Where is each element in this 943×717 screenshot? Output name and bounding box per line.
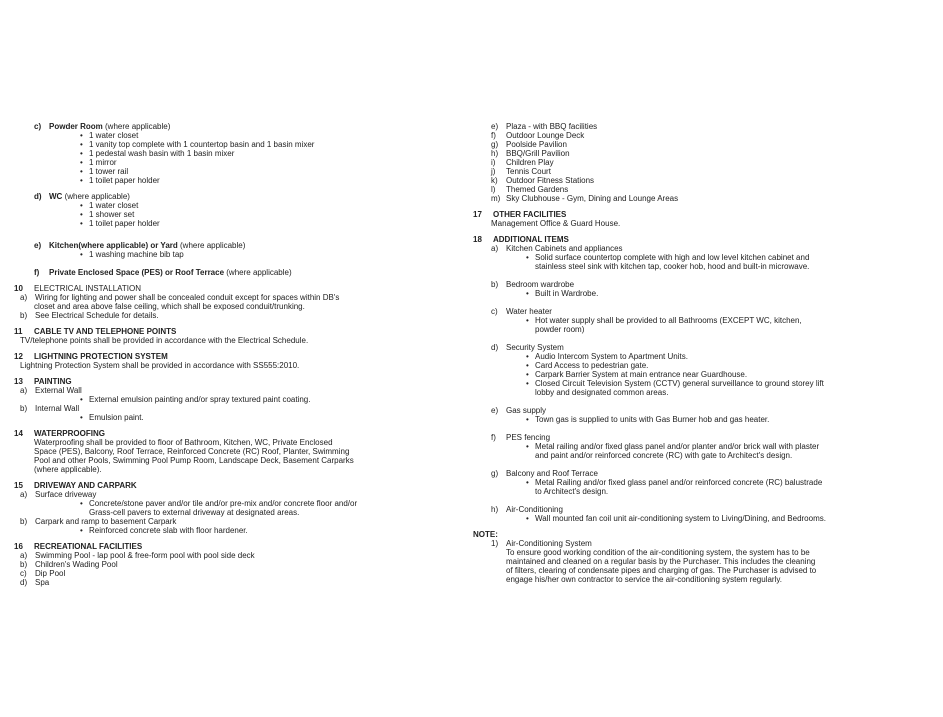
section-number: 13	[14, 377, 23, 386]
list-item: • 1 vanity top complete with 1 countertop basin and 1 basin mixer	[80, 140, 315, 149]
wc-section	[14, 192, 444, 228]
list-item: • Closed Circuit Television System (CCTV) general surveillance to ground storey lift	[526, 379, 824, 388]
list-item: c) Dip Pool	[20, 569, 66, 578]
section-title: LIGHTNING PROTECTION SYSTEM	[34, 352, 168, 361]
left-column	[14, 122, 444, 587]
list-item: k) Outdoor Fitness Stations	[491, 176, 595, 185]
section-number: 18	[473, 235, 482, 244]
list-item: d) Spa	[20, 578, 50, 587]
list-item: • 1 washing machine bib tap	[80, 250, 184, 259]
list-item: b) Children's Wading Pool	[20, 560, 118, 569]
right-column	[473, 122, 913, 584]
list-item: • 1 tower rail	[80, 167, 129, 176]
list-item: • 1 mirror	[80, 158, 117, 167]
section-number: 17	[473, 210, 482, 219]
section-number: 14	[14, 429, 23, 438]
pes-section	[14, 268, 444, 277]
list-item: g) Poolside Pavilion	[491, 140, 567, 149]
note-title: NOTE:	[473, 530, 498, 539]
section-number: 10	[14, 284, 23, 293]
section-title: WATERPROOFING	[34, 429, 105, 438]
list-item: e) Plaza - with BBQ facilities	[491, 122, 598, 131]
list-item: • Metal railing and/or fixed glass panel and/or planter and/or brick wall with plaster	[526, 442, 820, 451]
kitchen-section	[14, 241, 444, 259]
list-item: • Built in Wardrobe.	[526, 289, 599, 298]
section-title: DRIVEWAY AND CARPARK	[34, 481, 137, 490]
item-label: f)	[34, 268, 40, 277]
list-item: a) Swimming Pool - lap pool & free-form pool with pool side deck	[20, 551, 255, 560]
item-label: c)	[34, 122, 42, 131]
section-title: RECREATIONAL FACILITIES	[34, 542, 143, 551]
driveway-section: 15 DRIVEWAY AND CARPARK a) Surface driveway • Concrete/stone paver and/or tile and/or pre-mix and/or concrete floor and/or Grass-cell pavers to external driveway at designated areas. b) Carpark and ramp to basement Carpark • Reinforced concrete slab with floor hardener.	[14, 481, 444, 535]
painting-section: 13 PAINTING a) External Wall • External emulsion painting and/or spray textured paint coating. b) Internal Wall • Emulsion paint.	[14, 377, 444, 422]
section-title: OTHER FACILITIES	[493, 210, 567, 219]
list-item: • Metal Railing and/or fixed glass panel and/or reinforced concrete (RC) balustrade	[526, 478, 823, 487]
list-item: h) BBQ/Grill Pavilion	[491, 149, 570, 158]
powder-room-title: Powder Room	[49, 122, 103, 131]
pes-title: Private Enclosed Space (PES) or Roof Terrace	[49, 268, 225, 277]
list-item: • Concrete/stone paver and/or tile and/or pre-mix and/or concrete floor and/or	[80, 499, 358, 508]
list-item: • Solid surface countertop complete with high and low level kitchen cabinet and	[526, 253, 810, 262]
list-item: j) Tennis Court	[491, 167, 551, 176]
list-item: • 1 water closet	[80, 131, 139, 140]
item-qualifier: (where applicable)	[105, 122, 171, 131]
electrical-section: 10 ELECTRICAL INSTALLATION a) Wiring for lighting and power shall be concealed conduit except for spaces within DB's closet and area above false ceiling, which shall be exposed conduit/trunking. b) See Electrical Schedule for details.	[14, 284, 340, 320]
section-number: 16	[14, 542, 23, 551]
list-item: • 1 pedestal wash basin with 1 basin mixer	[80, 149, 235, 158]
cable-tv-section: 11 CABLE TV AND TELEPHONE POINTS TV/telephone points shall be provided in accordance with the Electrical Schedule.	[14, 327, 309, 345]
recreational-section	[14, 542, 444, 587]
waterproofing-section: 14 WATERPROOFING Waterproofing shall be provided to floor of Bathroom, Kitchen, WC, Private Enclosed Space (PES), Balcony, Roof Terrace, Reinforced Concrete (RC) Roof, Planter, Swimming Pool and other Pools, Swimming Pool Pump Room, Landscape Deck, Basement Carparks (where applicable).	[14, 429, 354, 474]
list-item: m) Sky Clubhouse - Gym, Dining and Lounge Areas	[491, 194, 679, 203]
note-section: NOTE: 1) Air-Conditioning System To ensure good working condition of the air-conditioning system, the system has to be maintained and cleaned on a regular basis by the Purchaser. This includes the cleaning of filters, clearing of condensate pipes and charging of gas. The Purchaser is advised to engage his/her own contractor to service the air-conditioning system regularly.	[473, 530, 913, 584]
list-item: • Hot water supply shall be provided to all Bathrooms (EXCEPT WC, kitchen,	[526, 316, 802, 325]
list-item: • Emulsion paint.	[80, 413, 144, 422]
list-item: • Audio Intercom System to Apartment Units.	[526, 352, 688, 361]
list-item: i) Children Play	[491, 158, 554, 167]
item-qualifier: (where applicable)	[226, 268, 292, 277]
section-number: 11	[14, 327, 23, 336]
list-item: • 1 shower set	[80, 210, 135, 219]
list-item: l) Themed Gardens	[491, 185, 569, 194]
list-item: • Card Access to pedestrian gate.	[526, 361, 649, 370]
list-item: • 1 water closet	[80, 201, 139, 210]
list-item: • 1 toilet paper holder	[80, 176, 160, 185]
section-title: CABLE TV AND TELEPHONE POINTS	[34, 327, 177, 336]
item-label: d)	[34, 192, 42, 201]
list-item: • Reinforced concrete slab with floor hardener.	[80, 526, 248, 535]
other-facilities-section: 17 OTHER FACILITIES Management Office & Guard House.	[473, 210, 621, 228]
list-item: f) Outdoor Lounge Deck	[491, 131, 585, 140]
section-number: 15	[14, 481, 23, 490]
additional-items-section: 18 ADDITIONAL ITEMS a) Kitchen Cabinets and appliances • Solid surface countertop complete with high and low level kitchen cabinet and stainless steel sink with kitchen tap, cooker hob, hood and built-in microwave. b) Bedroom wardrobe • Built in Wardrobe. c) Water heater • Hot water supply shall be provided to all Bathrooms (EXCEPT WC, kitchen, powder room) d) Security System • Audio Intercom System to Apartment Units. • Card Access to pedestrian gate. • Carpark Barrier System at main entrance near Guardhouse. • Closed Circuit Television System (CCTV) general surveillance to ground storey lift lobby and designated common areas. e) Gas supply • Town gas is supplied to units with Gas Burner hob and gas heater. f) PES fencing • Metal railing and/or fixed glass panel and/or planter and/or brick wall with plaster and paint and/or reinforced concrete (RC) with gate to Architect's design. g) Balcony and Roof Terrace • Metal Railing and/or fixed glass panel and/or reinforced concrete (RC) balustrade to Architect's design. h) Air-Conditioning • Wall mounted fan coil unit air-conditioning system to Living/Dining, and Bedrooms.	[473, 235, 913, 523]
list-item: • External emulsion painting and/or spray textured paint coating.	[80, 395, 311, 404]
list-item: • 1 toilet paper holder	[80, 219, 160, 228]
wc-title: WC	[49, 192, 63, 201]
list-item: • Carpark Barrier System at main entrance near Guardhouse.	[526, 370, 748, 379]
section-number: 12	[14, 352, 23, 361]
list-item: • Town gas is supplied to units with Gas Burner hob and gas heater.	[526, 415, 770, 424]
kitchen-title: Kitchen(where applicable) or Yard	[49, 241, 178, 250]
lightning-section: 12 LIGHTNING PROTECTION SYSTEM Lightning Protection System shall be provided in accordance with SS555:2010.	[14, 352, 300, 370]
powder-room-section	[14, 122, 444, 185]
list-item: • Wall mounted fan coil unit air-conditioning system to Living/Dining, and Bedrooms.	[526, 514, 826, 523]
section-title: ELECTRICAL INSTALLATION	[34, 284, 141, 293]
section-title: ADDITIONAL ITEMS	[493, 235, 569, 244]
item-qualifier: (where applicable)	[64, 192, 130, 201]
item-label: e)	[34, 241, 42, 250]
item-qualifier: (where applicable)	[180, 241, 246, 250]
recreational-continued	[473, 122, 913, 203]
section-title: PAINTING	[34, 377, 72, 386]
